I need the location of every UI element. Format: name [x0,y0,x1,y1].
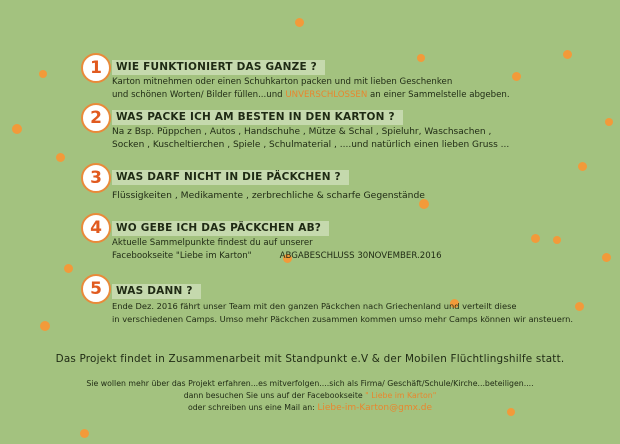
answer-line: Flüssigkeiten , Medikamente , zerbrechliche & scharfe Gegenstände [112,190,425,201]
faq-heading: WAS PACKE ICH AM BESTEN IN DEN KARTON ? [112,110,403,125]
decor-dot [605,118,613,126]
decor-dot [40,321,50,331]
answer-text: an einer Sammelstelle abgeben. [367,90,510,100]
contact-line [0,390,620,402]
faq-item-4 [112,216,442,263]
facebook-link[interactable]: " Liebe im Karton" [365,391,437,400]
contact-text: dann besuchen Sie uns auf der Facebookseite [183,391,366,400]
decor-dot [531,234,540,243]
answer-line: Karton mitnehmen oder einen Schuhkarton packen und mit lieben Geschenken [112,77,453,87]
faq-answer [112,300,573,326]
decor-dot [578,162,587,171]
contact-text: oder schreiben uns eine Mail an: [187,403,318,412]
answer-line [112,250,442,263]
highlight-text: UNVERSCHLOSSEN [285,90,368,100]
step-number-badge: 4 [81,213,111,243]
contact-line: Sie wollen mehr über das Projekt erfahren...es mitverfolgen....sich als Firma/ Geschäft/Schule/Kirche...beteiligen.... [86,379,534,388]
answer-line: Na z Bsp. Püppchen , Autos , Handschuhe , Mütze & Schal , Spieluhr, Waschsachen , [112,127,492,137]
decor-dot [56,153,65,162]
faq-heading: WAS DANN ? [112,284,201,299]
answer-line: Socken , Kuscheltierchen , Spiele , Schulmaterial , ....und natürlich einen lieben Gruss ... [112,140,510,150]
contact-block [0,378,620,414]
step-number-badge: 5 [81,274,111,304]
faq-answer [112,76,510,102]
decor-dot [553,236,561,244]
decor-dot [295,18,304,27]
faq-item-1 [112,55,510,102]
decor-dot [575,302,584,311]
step-number-badge: 1 [81,53,111,83]
answer-line: in verschiedenen Camps. Umso mehr Päckchen zusammen kommen umso mehr Camps können wir ansteuern. [112,314,573,324]
faq-answer [112,189,425,202]
answer-line [112,89,510,102]
faq-heading: WIE FUNKTIONIERT DAS GANZE ? [112,60,325,75]
step-number-badge: 2 [81,103,111,133]
decor-dot [563,50,572,59]
answer-line: Aktuelle Sammelpunkte findest du auf unserer [112,238,313,248]
decor-dot [80,429,89,438]
faq-item-2 [112,105,509,152]
contact-line [0,402,620,414]
answer-line: Ende Dez. 2016 fährt unser Team mit den ganzen Päckchen nach Griechenland und verteilt diese [112,301,517,311]
email-link[interactable]: Liebe-im-Karton@gmx.de [317,403,433,413]
answer-text: und schönen Worten/ Bilder füllen...und [112,90,286,100]
partnership-statement: Das Projekt findet in Zusammenarbeit mit Standpunkt e.V & der Mobilen Flüchtlingshilfe statt. [55,353,565,365]
decor-dot [12,124,22,134]
decor-dot [602,253,611,262]
faq-item-3 [112,165,425,202]
faq-heading: WAS DARF NICHT IN DIE PÄCKCHEN ? [112,170,349,185]
faq-heading: WO GEBE ICH DAS PÄCKCHEN AB? [112,221,329,236]
decor-dot [64,264,73,273]
decor-dot [512,72,521,81]
answer-text: Facebookseite "Liebe im Karton" [112,251,252,261]
faq-answer [112,126,509,152]
faq-item-5 [112,279,573,326]
decor-dot [39,70,47,78]
deadline-text: ABGABESCHLUSS 30NOVEMBER.2016 [279,251,442,261]
faq-answer [112,237,442,263]
step-number-badge: 3 [81,163,111,193]
